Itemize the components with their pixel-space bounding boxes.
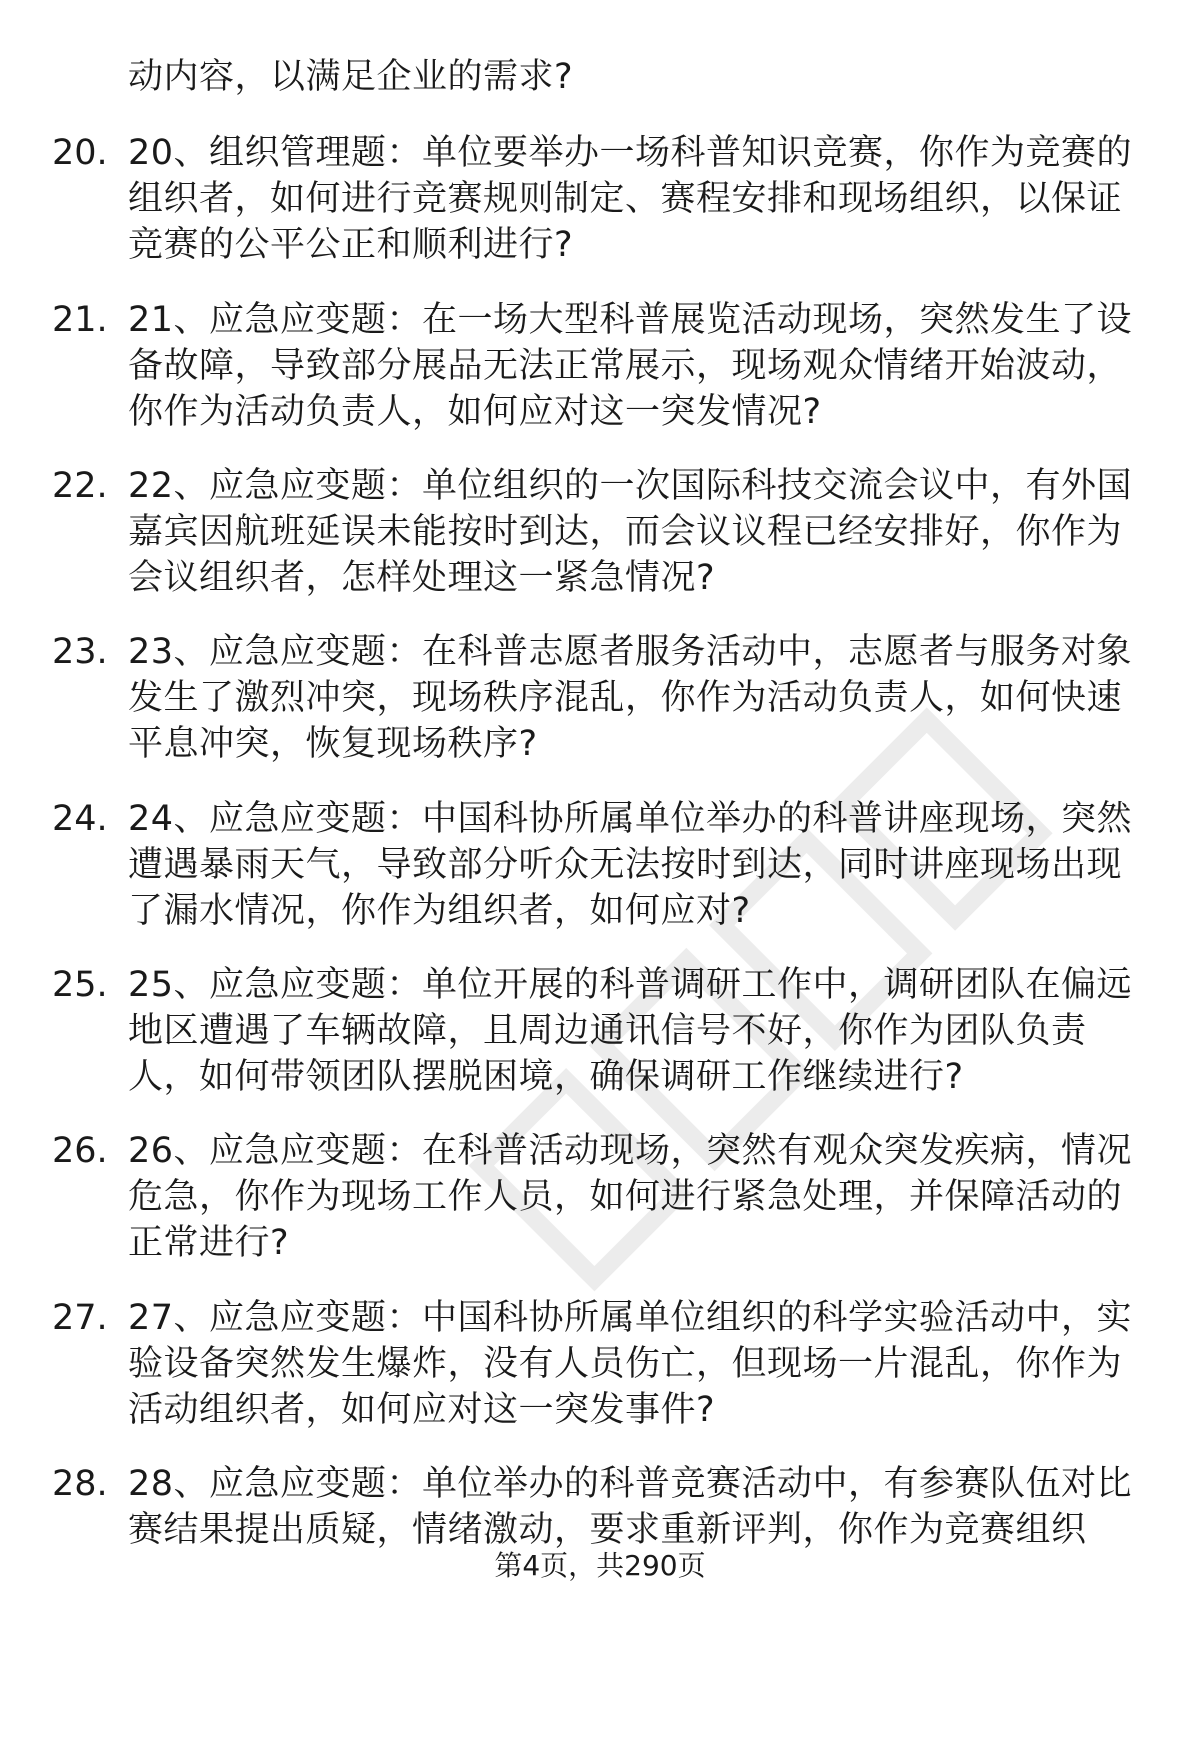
item-line: 你作为活动负责人，如何应对这一突发情况?: [128, 392, 822, 432]
item-line: 平息冲突，恢复现场秩序?: [128, 724, 538, 764]
item-line: 了漏水情况，你作为组织者，如何应对?: [128, 891, 751, 931]
item-line: 28、应急应变题：单位举办的科普竞赛活动中，有参赛队伍对比: [128, 1464, 1133, 1504]
item-line: 发生了激烈冲突，现场秩序混乱，你作为活动负责人，如何快速: [128, 678, 1123, 718]
item-line: 23、应急应变题：在科普志愿者服务活动中，志愿者与服务对象: [128, 632, 1133, 672]
item-line: 27、应急应变题：中国科协所属单位组织的科学实验活动中，实: [128, 1298, 1133, 1338]
continuation-line: 动内容，以满足企业的需求?: [128, 57, 574, 97]
item-number: 22.: [52, 466, 108, 506]
item-number: 20.: [52, 133, 108, 173]
item-line: 21、应急应变题：在一场大型科普展览活动现场，突然发生了设: [128, 300, 1133, 340]
item-line: 嘉宾因航班延误未能按时到达，而会议议程已经安排好，你作为: [128, 512, 1123, 552]
item-number: 25.: [52, 965, 108, 1005]
item-line: 备故障，导致部分展品无法正常展示，现场观众情绪开始波动，: [128, 346, 1123, 386]
item-line: 地区遭遇了车辆故障，且周边通讯信号不好，你作为团队负责: [128, 1011, 1087, 1051]
item-line: 危急，你作为现场工作人员，如何进行紧急处理，并保障活动的: [128, 1177, 1123, 1217]
item-number: 27.: [52, 1298, 108, 1338]
item-line: 24、应急应变题：中国科协所属单位举办的科普讲座现场，突然: [128, 799, 1133, 839]
item-line: 20、组织管理题：单位要举办一场科普知识竞赛，你作为竞赛的: [128, 133, 1133, 173]
item-number: 21.: [52, 300, 108, 340]
item-number: 24.: [52, 799, 108, 839]
item-line: 25、应急应变题：单位开展的科普调研工作中，调研团队在偏远: [128, 965, 1133, 1005]
item-number: 26.: [52, 1131, 108, 1171]
item-line: 活动组织者，如何应对这一突发事件?: [128, 1390, 716, 1430]
item-line: 赛结果提出质疑，情绪激动，要求重新评判，你作为竞赛组织: [128, 1510, 1087, 1550]
item-number: 23.: [52, 632, 108, 672]
item-line: 验设备突然发生爆炸，没有人员伤亡，但现场一片混乱，你作为: [128, 1344, 1123, 1384]
item-line: 22、应急应变题：单位组织的一次国际科技交流会议中，有外国: [128, 466, 1133, 506]
item-line: 竞赛的公平公正和顺利进行?: [128, 225, 574, 265]
item-line: 人，如何带领团队摆脱困境，确保调研工作继续进行?: [128, 1057, 964, 1097]
page-footer: 第4页，共290页: [494, 1549, 706, 1582]
item-line: 26、应急应变题：在科普活动现场，突然有观众突发疾病，情况: [128, 1131, 1133, 1171]
item-number: 28.: [52, 1464, 108, 1504]
item-line: 遭遇暴雨天气，导致部分听众无法按时到达，同时讲座现场出现: [128, 845, 1123, 885]
item-line: 会议组织者，怎样处理这一紧急情况?: [128, 558, 716, 598]
item-line: 正常进行?: [128, 1223, 290, 1263]
item-line: 组织者，如何进行竞赛规则制定、赛程安排和现场组织，以保证: [128, 179, 1123, 219]
